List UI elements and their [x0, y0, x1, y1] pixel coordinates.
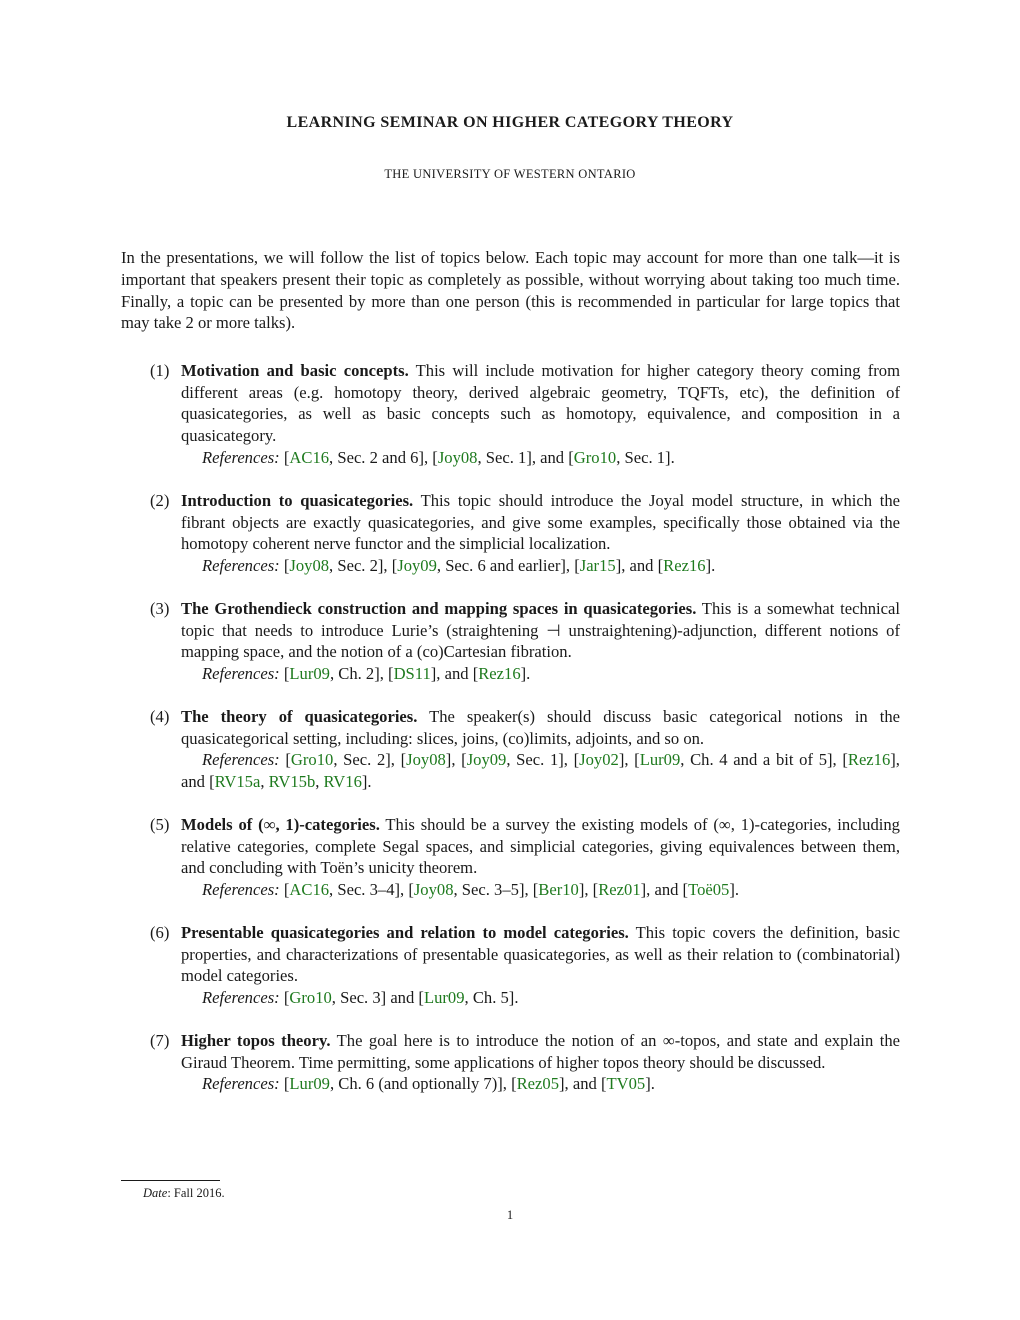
references-label: References: — [202, 1074, 280, 1094]
topic-item — [150, 814, 900, 901]
topic-item — [150, 1030, 900, 1095]
citation-link[interactable]: AC16 — [289, 447, 330, 467]
citation-link[interactable]: DS11 — [393, 664, 431, 684]
footnote — [143, 1186, 225, 1201]
reference-text: , — [260, 772, 269, 792]
reference-text: , Sec. 3–5], [ — [453, 880, 539, 900]
reference-text: , Sec. 2], [ — [329, 556, 398, 576]
topic-description: This should be a survey the existing models of (∞, 1)-categories, including relative categories, complete Segal spaces, and simplicial categories, giving equivalences between them, and concluding with Toën’s unicity theorem. — [181, 815, 900, 878]
reference-text: , Sec. 2], [ — [333, 750, 407, 770]
references-label: References: — [202, 880, 280, 900]
reference-text: [ — [279, 750, 291, 770]
citation-link[interactable]: Jar15 — [579, 556, 616, 576]
citation-link[interactable]: Rez16 — [847, 750, 891, 770]
reference-text: ], [ — [578, 880, 599, 900]
references-label: References: — [202, 664, 280, 684]
reference-text: ], [ — [445, 750, 467, 770]
topic-item — [150, 706, 900, 793]
citation-link[interactable]: Gro10 — [290, 750, 334, 770]
citation-link[interactable]: Lur09 — [423, 988, 465, 1008]
topic-description: This topic should introduce the Joyal model structure, in which the fibrant objects are exactly quasicategories, and give some examples, specifically those obtained via the homotopy coherent nerve functor and the simplicial localization. — [181, 491, 900, 554]
citation-link[interactable]: Rez16 — [478, 664, 521, 684]
citation-link[interactable]: Gro10 — [573, 447, 617, 467]
reference-text: ], and [ — [615, 556, 664, 576]
reference-text: , Sec. 1], and [ — [477, 447, 574, 467]
reference-text: [ — [279, 880, 290, 900]
reference-text: [ — [279, 988, 290, 1008]
topic-references — [181, 663, 900, 685]
topic-heading: The Grothendieck construction and mapping spaces in quasicategories. — [181, 599, 697, 618]
citation-link[interactable]: RV16 — [323, 772, 362, 792]
topic-references — [181, 555, 900, 577]
topic-heading: Models of (∞, 1)-categories. — [181, 815, 380, 834]
reference-text: ], and [ — [559, 1074, 607, 1094]
topic-references — [181, 1073, 900, 1095]
topic-references — [181, 749, 900, 792]
topic-item — [150, 490, 900, 577]
topic-description: This topic covers the definition, basic properties, and characterizations of presentable quasicategories, as well as their relation to (combinatorial) model categories. — [181, 923, 900, 986]
topic-heading: The theory of quasicategories. — [181, 707, 418, 726]
page-number: 1 — [506, 1208, 514, 1222]
reference-text: [ — [279, 1074, 290, 1094]
reference-text: ]. — [361, 772, 372, 792]
citation-link[interactable]: Ber10 — [538, 880, 579, 900]
topic-heading: Motivation and basic concepts. — [181, 361, 409, 380]
footnote-text: : Fall 2016. — [167, 1186, 225, 1200]
topic-description: This will include motivation for higher category theory coming from different areas (e.g. homotopy theory, derived algebraic geometry, TQFTs, etc), the definition of quasicategories, as well as basic concepts such as homotopy, equivalence, and composition in a quasicategory. — [181, 361, 900, 446]
topic-references — [181, 987, 900, 1009]
topic-item — [150, 360, 900, 469]
topic-item — [150, 598, 900, 685]
page-title: LEARNING SEMINAR ON HIGHER CATEGORY THEORY — [286, 114, 734, 131]
footnote-label: Date — [143, 1186, 168, 1200]
reference-text: ], and [ — [430, 664, 479, 684]
reference-text: , Sec. 3] and [ — [331, 988, 424, 1008]
reference-text: , — [315, 772, 324, 792]
reference-text: ], and [ — [640, 880, 689, 900]
topic-item — [150, 922, 900, 1009]
citation-link[interactable]: Joy08 — [437, 447, 478, 467]
citation-link[interactable]: Rez01 — [598, 880, 641, 900]
topic-references — [181, 447, 900, 469]
citation-link[interactable]: Rez05 — [516, 1074, 560, 1094]
reference-text: , Sec. 1]. — [616, 447, 675, 467]
citation-link[interactable]: RV15a — [214, 772, 261, 792]
reference-text: , Sec. 2 and 6], [ — [329, 447, 438, 467]
topic-number: (6) — [150, 923, 170, 942]
topic-description: The goal here is to introduce the notion of an ∞-topos, and state and explain the Giraud Theorem. Time permitting, some applications of higher topos theory should be discussed. — [181, 1031, 901, 1072]
citation-link[interactable]: Lur09 — [289, 664, 330, 684]
institution-subtitle: THE UNIVERSITY OF WESTERN ONTARIO — [384, 167, 636, 181]
topic-number: (4) — [150, 707, 170, 726]
reference-text: ]. — [520, 664, 531, 684]
topic-number: (5) — [150, 815, 170, 834]
citation-link[interactable]: Gro10 — [289, 988, 332, 1008]
reference-text: ]. — [645, 1074, 655, 1094]
reference-text: , Sec. 1], [ — [506, 750, 580, 770]
references-label: References: — [202, 750, 280, 770]
topic-heading: Higher topos theory. — [181, 1031, 331, 1050]
citation-link[interactable]: RV15b — [268, 772, 316, 792]
citation-link[interactable]: Joy09 — [397, 556, 437, 576]
citation-link[interactable]: Lur09 — [639, 750, 681, 770]
citation-link[interactable]: AC16 — [289, 880, 330, 900]
citation-link[interactable]: TV05 — [606, 1074, 646, 1094]
topic-description: This is a somewhat technical topic that needs to introduce Lurie’s (straightening ⊣ unstraightening)-adjunction, different notions of mapping space, and the notion of a (co)Cartesian fibration. — [181, 599, 900, 662]
reference-text: ]. — [729, 880, 740, 900]
reference-text: , Ch. 4 and a bit of 5], [ — [680, 750, 848, 770]
reference-text: ], [ — [618, 750, 640, 770]
citation-link[interactable]: Lur09 — [289, 1074, 330, 1094]
topic-heading: Introduction to quasicategories. — [181, 491, 414, 510]
citation-link[interactable]: Rez16 — [663, 556, 706, 576]
intro-paragraph: In the presentations, we will follow the list of topics below. Each topic may account for more than one talk—it is important that speakers present their topic as completely as possible, without worrying about taking too much time. Finally, a topic can be presented by more than one person (this is recommended in particular for large topics that may take 2 or more talks). — [121, 248, 900, 333]
citation-link[interactable]: Joy08 — [406, 750, 446, 770]
topic-heading: Presentable quasicategories and relation to model categories. — [181, 923, 629, 942]
reference-text: , Sec. 3–4], [ — [329, 880, 414, 900]
citation-link[interactable]: Toë05 — [688, 880, 730, 900]
reference-text: ], and [ — [181, 750, 900, 792]
reference-text: [ — [279, 447, 290, 467]
topic-number: (7) — [150, 1031, 170, 1050]
footnote-rule — [121, 1180, 220, 1181]
citation-link[interactable]: Joy08 — [413, 880, 454, 900]
reference-text: , Sec. 6 and earlier], [ — [436, 556, 580, 576]
reference-text: , Ch. 5]. — [464, 988, 519, 1008]
topic-number: (1) — [150, 361, 170, 380]
reference-text: [ — [279, 664, 290, 684]
reference-text: , Ch. 2], [ — [329, 664, 394, 684]
references-label: References: — [202, 988, 280, 1008]
topic-references — [181, 879, 900, 901]
topic-number: (3) — [150, 599, 170, 618]
citation-link[interactable]: Joy02 — [579, 750, 619, 770]
topic-description: The speaker(s) should discuss basic categorical notions in the quasicategorical setting, including: slices, joins, (co)limits, adjoints, and so on. — [181, 707, 900, 748]
references-label: References: — [202, 556, 280, 576]
reference-text: , Ch. 6 (and optionally 7)], [ — [329, 1074, 517, 1094]
reference-text: [ — [279, 556, 290, 576]
references-label: References: — [202, 447, 280, 467]
reference-text: ]. — [705, 556, 716, 576]
citation-link[interactable]: Joy09 — [466, 750, 507, 770]
citation-link[interactable]: Joy08 — [289, 556, 330, 576]
topic-number: (2) — [150, 491, 170, 510]
